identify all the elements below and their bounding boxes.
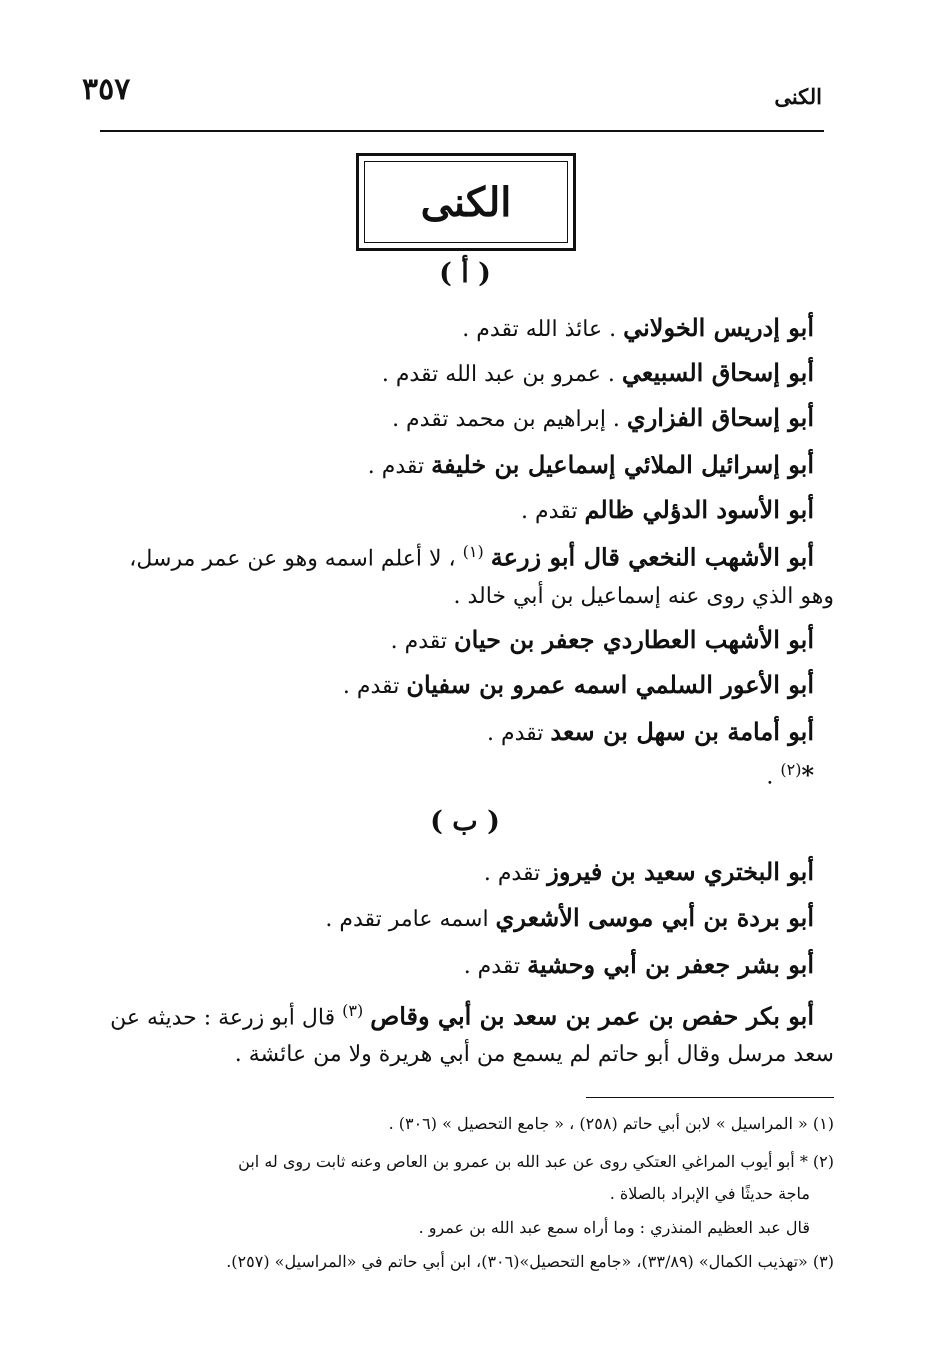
entry [343,670,814,702]
entry [487,717,814,749]
header-rule [100,130,824,132]
footnote: (٣) «تهذيب الكمال» (٣٣/٨٩)، «جامع التحصيل»(٣٠٦)، ابن أبي حاتم في «المراسيل» (٢٥٧). [226,1252,834,1271]
entry-name: أبو بشر جعفر بن أبي وحشية [527,950,814,979]
section-heading-ba: ( ب ) [430,806,500,837]
entry-text: قال أبو زرعة : حديثه عن [110,1005,343,1031]
entry-text: تقدم . [463,954,528,979]
section-heading-alif: ( أ ) [439,258,491,289]
entry-continuation: سعد مرسل وقال أبو حاتم لم يسمع من أبي هريرة ولا من عائشة . [234,1042,834,1067]
entry-text: ، لا أعلم اسمه وهو عن عمر مرسل، [129,546,463,572]
entry-text: . [766,764,781,790]
entry-name: أبو إسحاق السبيعي [621,358,814,387]
title-box [356,153,576,251]
footnote: ماجة حديثًا في الإبراد بالصلاة . [609,1184,810,1203]
entry-text: تقدم . [342,674,407,699]
entry-text: تقدم . [521,499,585,524]
entry [110,996,814,1033]
entry-continuation: وهو الذي روى عنه إسماعيل بن أبي خالد . [453,584,834,609]
entry [325,903,814,935]
footnote-ref: (٢) [780,760,802,779]
footnote-ref: (٣) [342,1001,364,1020]
entry [462,313,814,345]
footnote-rule [586,1097,834,1098]
entry-text: . عائذ الله تقدم . [462,317,624,342]
page-number: ٣٥٧ [82,72,131,107]
footnote: (٢) * أبو أيوب المراغي العتكي روى عن عبد الله بن عمرو بن العاص وعنه ثابت روى له ابن [238,1152,834,1171]
footnote-ref: (١) [462,542,484,561]
entry-text: اسمه عامر تقدم . [325,907,496,932]
entry-name: أبو الأشهب النخعي قال أبو زرعة [490,542,814,572]
asterisk-marker: * [801,760,814,790]
entry-text: تقدم . [367,454,432,479]
entry-name: أبو بردة بن أبي موسى الأشعري [495,903,814,932]
running-head: الكنى [774,84,822,109]
chapter-title: الكنى [364,161,568,243]
entry [368,450,814,482]
entry [464,950,814,982]
entry-name: أبو البختري سعيد بن فيروز [547,857,814,886]
entry-name: أبو بكر حفص بن عمر بن سعد بن أبي وقاص [370,1001,814,1031]
entry-name: أبو إدريس الخولاني [623,313,814,342]
entry-name: أبو الأشهب العطاردي جعفر بن حيان [454,625,814,654]
entry-text: تقدم . [486,721,551,746]
footnote: قال عبد العظيم المنذري : وما أراه سمع عبد الله بن عمرو . [418,1218,810,1237]
entry [391,625,814,657]
entry [484,857,814,889]
entry-text: تقدم . [390,629,454,654]
entry [392,403,814,435]
entry [382,358,814,390]
entry [129,537,814,574]
entry-text: . إبراهيم بن محمد تقدم . [392,407,627,432]
entry [521,495,814,527]
footnote: (١) « المراسيل » لابن أبي حاتم (٢٥٨) ، « جامع التحصيل » (٣٠٦) . [388,1114,834,1133]
entry-text: . عمرو بن عبد الله تقدم . [381,362,622,387]
entry-name: أبو إسحاق الفزاري [626,403,814,432]
entry [766,755,814,792]
entry-name: أبو الأسود الدؤلي ظالم [584,495,814,524]
entry-name: أبو أمامة بن سهل بن سعد [550,717,814,746]
entry-name: أبو إسرائيل الملائي إسماعيل بن خليفة [431,450,814,479]
entry-name: أبو الأعور السلمي اسمه عمرو بن سفيان [406,670,814,699]
entry-text: تقدم . [483,861,548,886]
